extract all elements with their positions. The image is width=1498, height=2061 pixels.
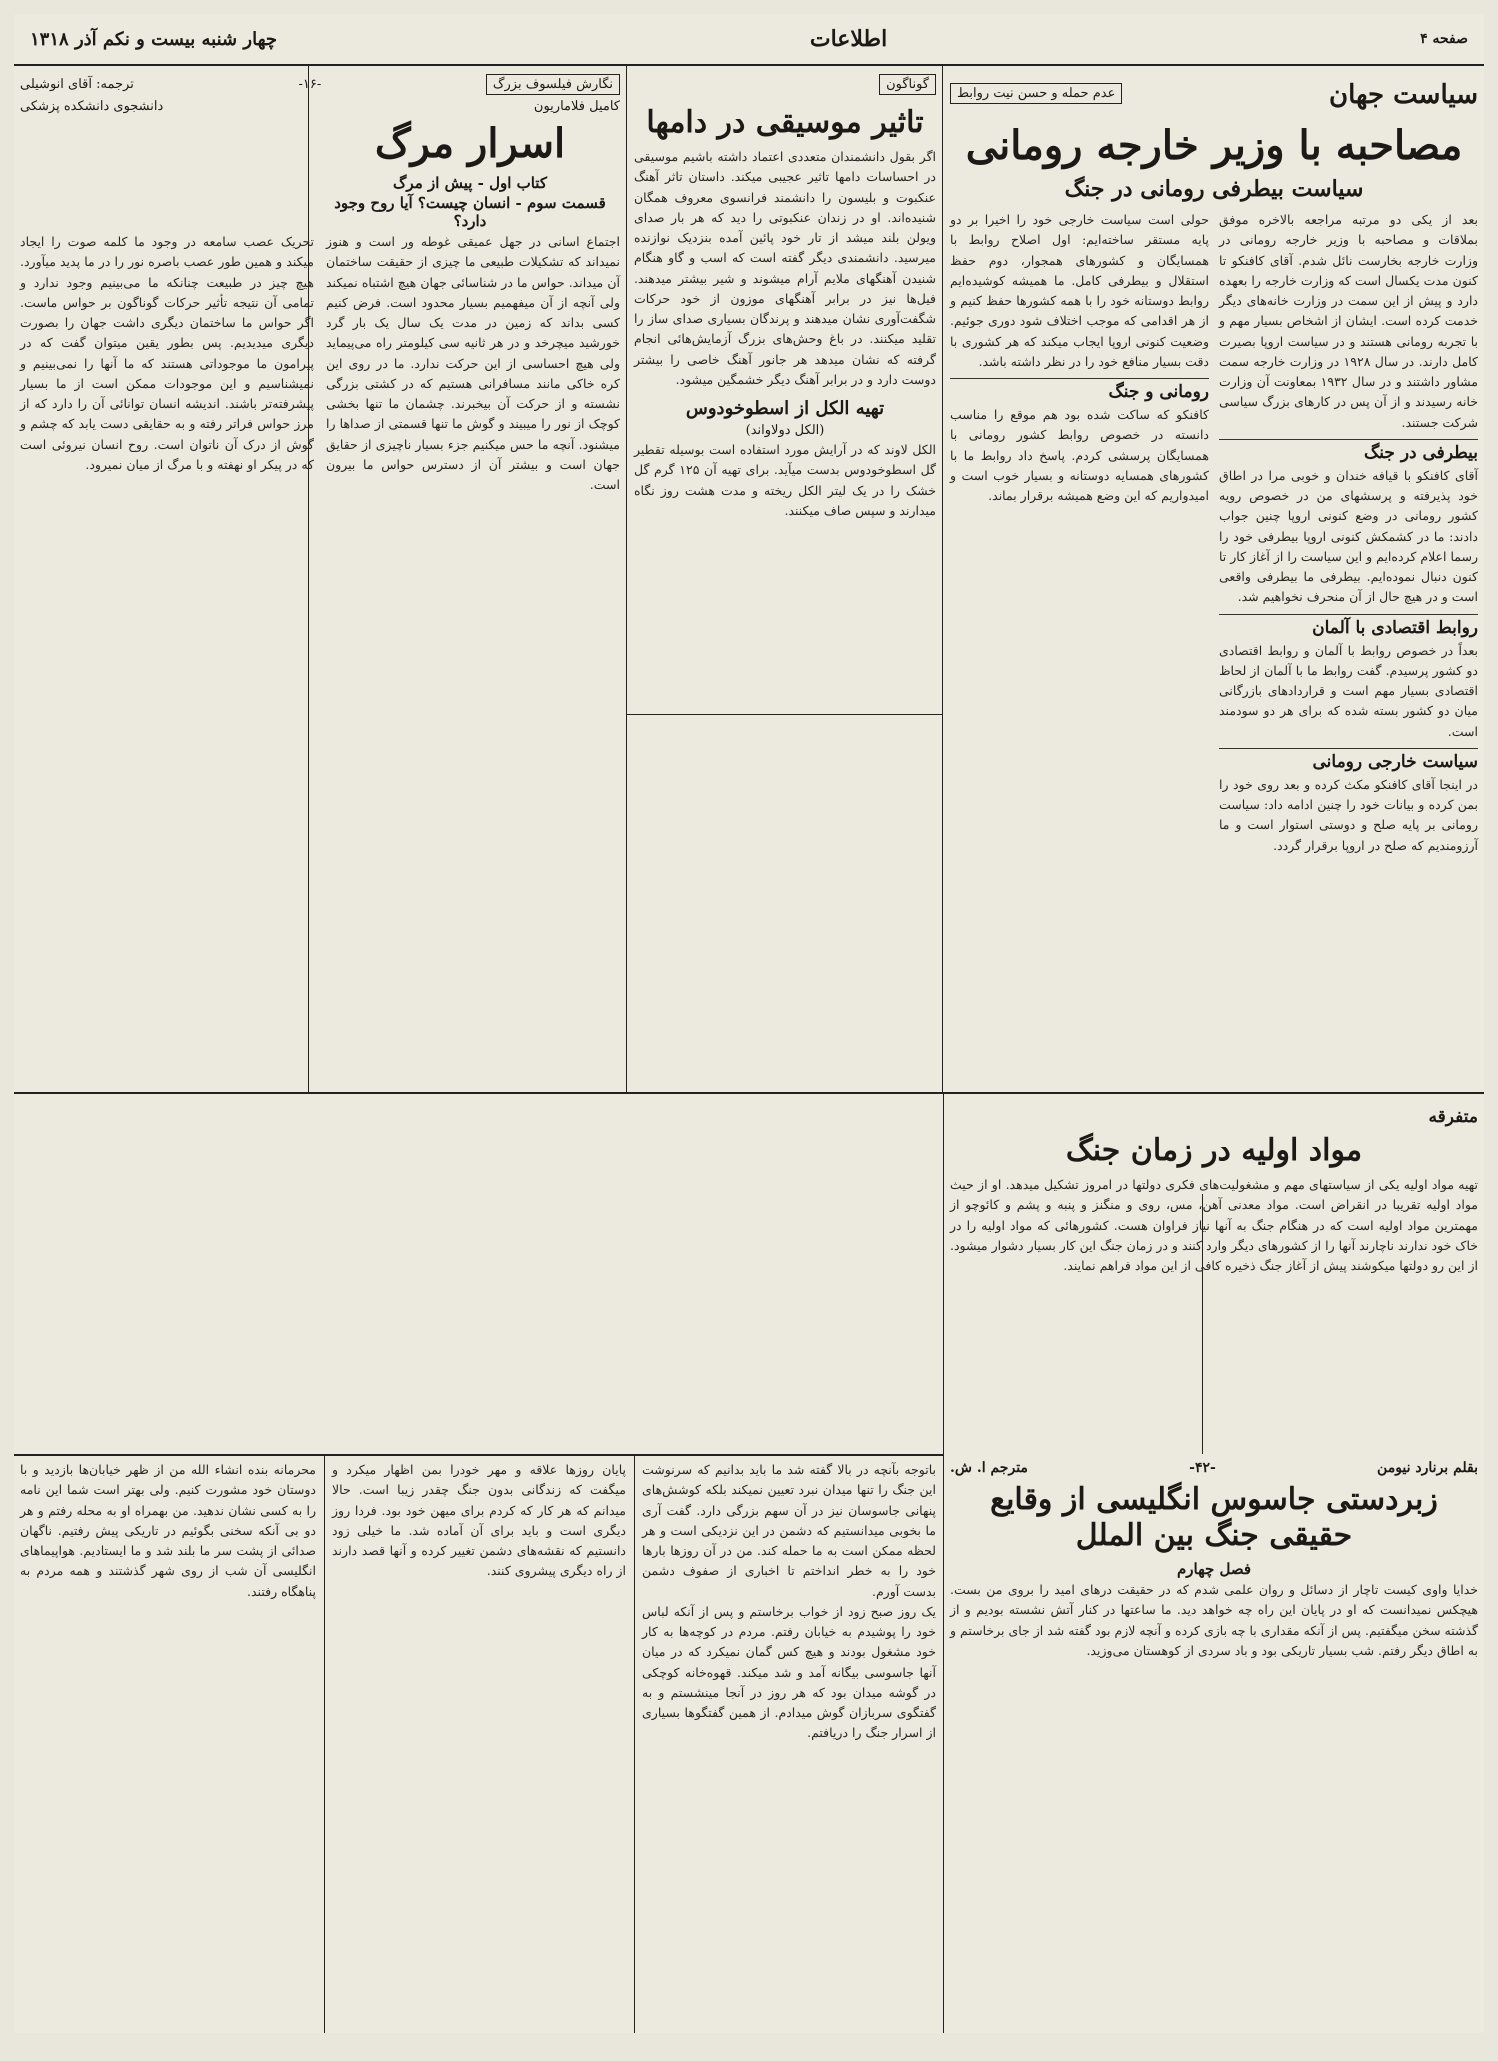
inner-heading: روابط اقتصادی با آلمان	[1219, 614, 1478, 638]
article-body: اگر بقول دانشمندان متعددی اعتماد داشته باشیم موسیقی در احساسات دامها تاثیر عجیبی میکند. داستان تاثر آهنگ عنکبوت و بلیسون را دانشمند فرانسوی معروف همگان شنیده‌اند. او در زندان عنکبوتی را دید که هر بار صدای ویولن بلند میشد از تار خود پائین آمده بنزدیک نوازنده میرسید. دانشمندی دیگر گفته است که اسب و گاو هنگام شنیدن آهنگهای ملایم آرام میشوند و شیر بیشتر میدهند. فیل‌ها نیز در برابر آهنگهای موزون از خود حرکات شگفت‌آوری نشان میدهند و پرندگان بسیاری صدای ساز را تقلید میکنند. در باغ وحش‌های بزرگ آزمایش‌هائی انجام گرفته که نشان میدهد هر جانور آهنگ خاصی را بیشتر دوست دارد و در برابر آهنگ دیگر خشمگین میشود.	[634, 149, 936, 387]
spy-serial-column	[636, 1460, 942, 2033]
serial-number: -۱۶-	[298, 77, 322, 92]
author: بقلم برنارد نیومن	[1377, 1460, 1478, 1476]
article-body: یک روز صبح زود از خواب برخاستم و پس از آنکه لباس خود را پوشیدم به خیابان رفتم. مردم در کوچه‌ها به کار خود مشغول بودند و هیچ کس گمان نمیکرد که در میان آنها جاسوسی بیگانه آمد و شد میکند. قهوه‌خانه کوچکی در گوشه میدان بود که هر روز در آنجا مینشستم و به گفتگوی سربازان گوش میدادم. از همین گفتگوها بسیاری از اسرار جنگ را دریافتم.	[642, 1603, 936, 1741]
article-kicker: عدم حمله و حسن نیت روابط	[950, 83, 1122, 104]
article-headline: تاثیر موسیقی در دامها	[646, 105, 924, 140]
article-kicker: گوناگون	[879, 74, 936, 95]
death-secrets-article	[14, 70, 626, 1092]
column-divider	[626, 66, 627, 1092]
section-title: متفرقه	[1428, 1107, 1478, 1127]
article-body: محرمانه بنده انشاء الله من از ظهر خیابان‌ها بازدید و با دوستان خود مشورت کنیم. ولی بهتر است شما این نامه را به کسی نشان ندهید. من بهمراه او به محله رفتم و هر دو بی آنکه سخنی بگوئیم در تاریکی پیش رفتیم. ناگهان صدائی از پشت سر ما بلند شد و ما ایستادیم. هواپیماهای انگلیسی آن شب از روی شهر گذشتند و همه مردم به پناهگاه رفتند.	[20, 1462, 316, 1599]
article-kicker: نگارش فیلسوف بزرگ	[486, 74, 620, 95]
chapter-title: فصل چهارم	[1176, 1560, 1252, 1578]
paper-name: اطلاعات	[809, 26, 888, 52]
newspaper-page	[14, 14, 1484, 2033]
article-body: تحریک عصب سامعه در وجود ما کلمه صوت را ایجاد میکند و همین طور عصب باصره نور را در ما پدید میآورد. هیچ چیز در طبیعت چنانکه ما می‌بینیم وجود ندارد و تمامی آن نتیجه تأثیر حرکات گوناگون بر حواس ماست. اگر حواس ما ساختمان دیگری داشت جهان را بصورت دیگری میدیدیم. پس بطور یقین میتوان گفت که در پیرامون ما موجوداتی هستند که ما آنها را نمی‌بینیم و نمیشناسیم و این موجودات ممکن است از ما بسیار پیشرفته‌تر باشند. اندیشه انسان توانائی آن را دارد که از مرز حواس فراتر رفته و به حقایقی دست یابد که چشم و گوش از درک آن ناتوان است. روح انسان نیروئی است که در پیکر او نهفته و با مرگ از میان نمیرود.	[20, 234, 314, 472]
article-body: بعد از یکی دو مرتبه مراجعه بالاخره موفق بملاقات و مصاحبه با وزیر خارجه رومانی در وزارت خارجه بخارست نائل شدم. آقای کافنکو تا کنون مدت یکسال است که وزارت خارجه را بعهده دارد و پیش از این سمت در وزارت خانه‌های دیگر خدمت کرده است. ایشان از اشخاص بسیار مهم و با تجربه رومانی هستند و در سیاست اروپا بصیرت کامل دارند. در سال ۱۹۲۸ در وزارت خارجه سمت مشاور داشتند و در سال ۱۹۳۲ بمعاونت آن وزارت خانه رسیدند و از آن پس در کار‌های بزرگ سیاسی شرکت جستند.	[1219, 212, 1479, 430]
spy-serial-article	[944, 1460, 1484, 2033]
page-number: صفحه ۴	[1420, 31, 1468, 47]
article-subtitle: قسمت سوم - انسان چیست؟ آیا روح وجود دارد؟	[334, 194, 606, 230]
article-body: تهیه مواد اولیه یکی از سیاستهای مهم و مشغولیت‌های فکری دولتها در امروز تشکیل میدهد. او از حیث مواد اولیه تقریبا در انقراض است. مواد معدنی آهن، مس، روی و منگنز و پنبه و پشم و کائوچو از مهمترین مواد اولیه است که در هنگام جنگ به آنها نیاز فراوان هست. کشورهائی که مواد اولیه را در خاک خود ندارند ناچارند آنها را از کشورهای دیگر وارد کنند و در زمان جنگ این کار بسیار دشوار میشود. از این رو دولتها میکوشند پیش از آغاز جنگ ذخیره کافی از این مواد فراهم نمایند.	[950, 1177, 1478, 1273]
sub-article-body: الکل لاوند که در آرایش مورد استفاده است بوسیله تقطیر گل اسطوخودوس بدست میآید. برای تهیه آن ۱۲۵ گرم گل خشک را در یک لیتر الکل ریخته و مدت هشت روز نگاه میدارند و سپس صاف میکنند.	[634, 442, 937, 518]
column-divider	[942, 66, 943, 1092]
sub-article-headline: تهیه الکل از اسطوخودوس	[685, 398, 885, 419]
article-subtitle: کتاب اول - پیش از مرگ	[393, 174, 547, 192]
article-body: پایان روزها علاقه و مهر خودرا بمن اظهار میکرد و میگفت که زندگانی بدون جنگ چقدر زیبا است. حالا میدانم که هر کار که کردم برای میهن خود بود. فردا روز دیگری است و باید برای آن آماده شد. ما خیلی زود دانستیم که نقشه‌های دشمن تغییر کرده و آنها قصد دارند از راه دیگری پیشروی کنند.	[332, 1462, 626, 1579]
translator-note: دانشجوی دانشکده پزشکی	[20, 99, 164, 114]
music-article	[628, 70, 942, 1092]
author: کامیل فلاماریون	[533, 99, 620, 114]
inner-heading: بیطرفی در جنگ	[1219, 439, 1478, 463]
column-divider	[324, 1456, 325, 2033]
spy-serial-column	[326, 1460, 632, 2033]
article-body: اجتماع اسانی در جهل عمیقی غوطه ور است و هنوز نمیداند که تشکیلات طبیعی ما چیزی از حقیقت ساختمان آن میداند. حواس ما در شناسائی جهان هیچ اشتباه نمیکند ولی آنچه از آن میفهمیم بسیار محدود است. فرض کنیم کسی بداند که زمین در مدت یک سال یک بار گرد خورشید میچرخد و در هر ثانیه سی کیلومتر راه می‌پیماید ولی هیچ احساسی از این حرکت ندارد. ما در روی این کره خاکی مانند مسافرانی هستیم که در کشتی بزرگی نشسته و از حرکت آن بیخبرند. چشمان ما تنها بخشی کوچک از نور را میبیند و گوش ما تنها قسمتی از صداها را میشنود. آنچه ما حس میکنیم جزء بسیار ناچیزی از حقایق جهان است و بیشتر آن از دسترس حواس ما بیرون است.	[326, 234, 620, 492]
article-body: در اینجا آقای کافنکو مکث کرده و بعد روی خود را بمن کرده و بیانات خود را چنین ادامه داد: سیاست رومانی بر پایه صلح و دوستی استوار است و ما آرزومندیم که صلح در اروپا برقرار گردد.	[1219, 776, 1478, 853]
article-headline: اسرار مرگ	[374, 120, 566, 167]
article-subhead: سیاست بیطرفی رومانی در جنگ	[1064, 176, 1364, 202]
serial-number: -۴۲-	[1189, 1460, 1216, 1476]
article-body: خدایا واوی کیست تاچار از دسائل و روان علمی شدم که در حقیقت درهای امید را بروی من بست. هیچکس نمیدانست که او در پایان این راه چه خواهد دید. ما ساعتها در کنار آتش نشسته بودیم و از گذشته سخن میگفتیم. پس از آنکه مقداری با چه بازی کرده و آنچه لازم بود گفته شد از جای برخاستم و به اطاق دیگر رفتم. شب بسیار تاریکی بود و باد سردی از کوهستان می‌وزید.	[950, 1582, 1478, 1658]
article-body: حولی است سیاست خارجی خود را اخیرا بر دو پایه مستقر ساخته‌ایم: اول اصلاح روابط با همسایگان و کشورهای همجوار، دوم حفظ استقلال و بیطرفی کامل. ما همیشه کوشیده‌ایم روابط دوستانه خود را با همه کشورها حفظ کنیم و از هر اقدامی که موجب اختلاف شود دوری جوئیم. وضعیت کنونی اروپا ایجاب میکند که هر کشوری با دقت بسیار منافع خود را در نظر داشته باشد.	[950, 212, 1209, 369]
article-body: آقای کافنکو با قیافه خندان و خوبی مرا در اطاق خود پذیرفته و پرسشهای من در خصوص رویه کشور رومانی در وضع کنونی اروپا چنین جواب دادند: ما در کشمکش کنونی اروپا بیطرفی خود را رسما اعلام کرده‌ایم و این سیاست را از آغاز کار تا کنون دنبال نموده‌ایم. بیطرفی ما بیطرفی واقعی است و در هیچ حال از آن منحرف نخواهیم شد.	[1219, 467, 1478, 605]
article-headline: مواد اولیه در زمان جنگ	[1065, 1133, 1363, 1168]
column-divider	[634, 1456, 635, 2033]
article-body: بعداً در خصوص روابط با آلمان و روابط اقتصادی دو کشور پرسیدم. گفت روابط ما با آلمان از لحاظ اقتصادی بسیار مهم است و قراردادهای بازرگانی میان دو کشور بسته شده که برای هر دو سودمند است.	[1219, 642, 1478, 739]
horizontal-divider	[14, 1454, 943, 1456]
article-body: کافنکو که ساکت شده بود هم موقع را مناسب دانسته در خصوص روابط کشور رومانی با همسایگان پرسشی کردم. پاسخ داد روابط ما با کشورهای همسایه دوستانه و بسیار خوب است و امیدواریم که این وضع همیشه برقرار بماند.	[950, 407, 1209, 503]
inner-heading: رومانی و جنگ	[950, 378, 1209, 402]
horizontal-divider	[14, 1092, 1484, 1094]
article-body: باتوجه بآنچه در بالا گفته شد ما باید بدانیم که سرنوشت این جنگ را تنها میدان نبرد تعیین نمیکند بلکه کوشش‌های پنهانی جاسوسان نیز در آن سهم بزرگی دارد. گفت آری ما بخوبی میدانستیم که دشمن در این نزدیکی است و هر لحظه ممکن است به ما حمله کند. من در آن روزها بارها خود را به خطر انداختم تا اخباری از صفوف دشمن بدست آورم.	[642, 1462, 936, 1599]
translator: مترجم ا. ش.	[950, 1460, 1028, 1476]
spy-serial-column	[14, 1460, 322, 2033]
translator: ترجمه: آقای انوشیلی	[20, 77, 134, 92]
inner-heading: سیاست خارجی رومانی	[1219, 748, 1478, 772]
section-title: سیاست جهان	[1329, 80, 1478, 110]
masthead	[14, 14, 1484, 66]
raw-materials-article	[944, 1098, 1484, 1454]
world-politics-article	[944, 70, 1484, 1092]
article-headline: زبردستی جاسوس انگلیسی از وقایع حقیقی جنگ بین الملل	[990, 1482, 1438, 1553]
issue-date: چهار شنبه بیست و نکم آذر ۱۳۱۸	[30, 28, 277, 50]
sub-article-byline: (الکل دولاواند)	[745, 423, 825, 438]
article-headline: مصاحبه با وزیر خارجه رومانی	[965, 122, 1463, 169]
